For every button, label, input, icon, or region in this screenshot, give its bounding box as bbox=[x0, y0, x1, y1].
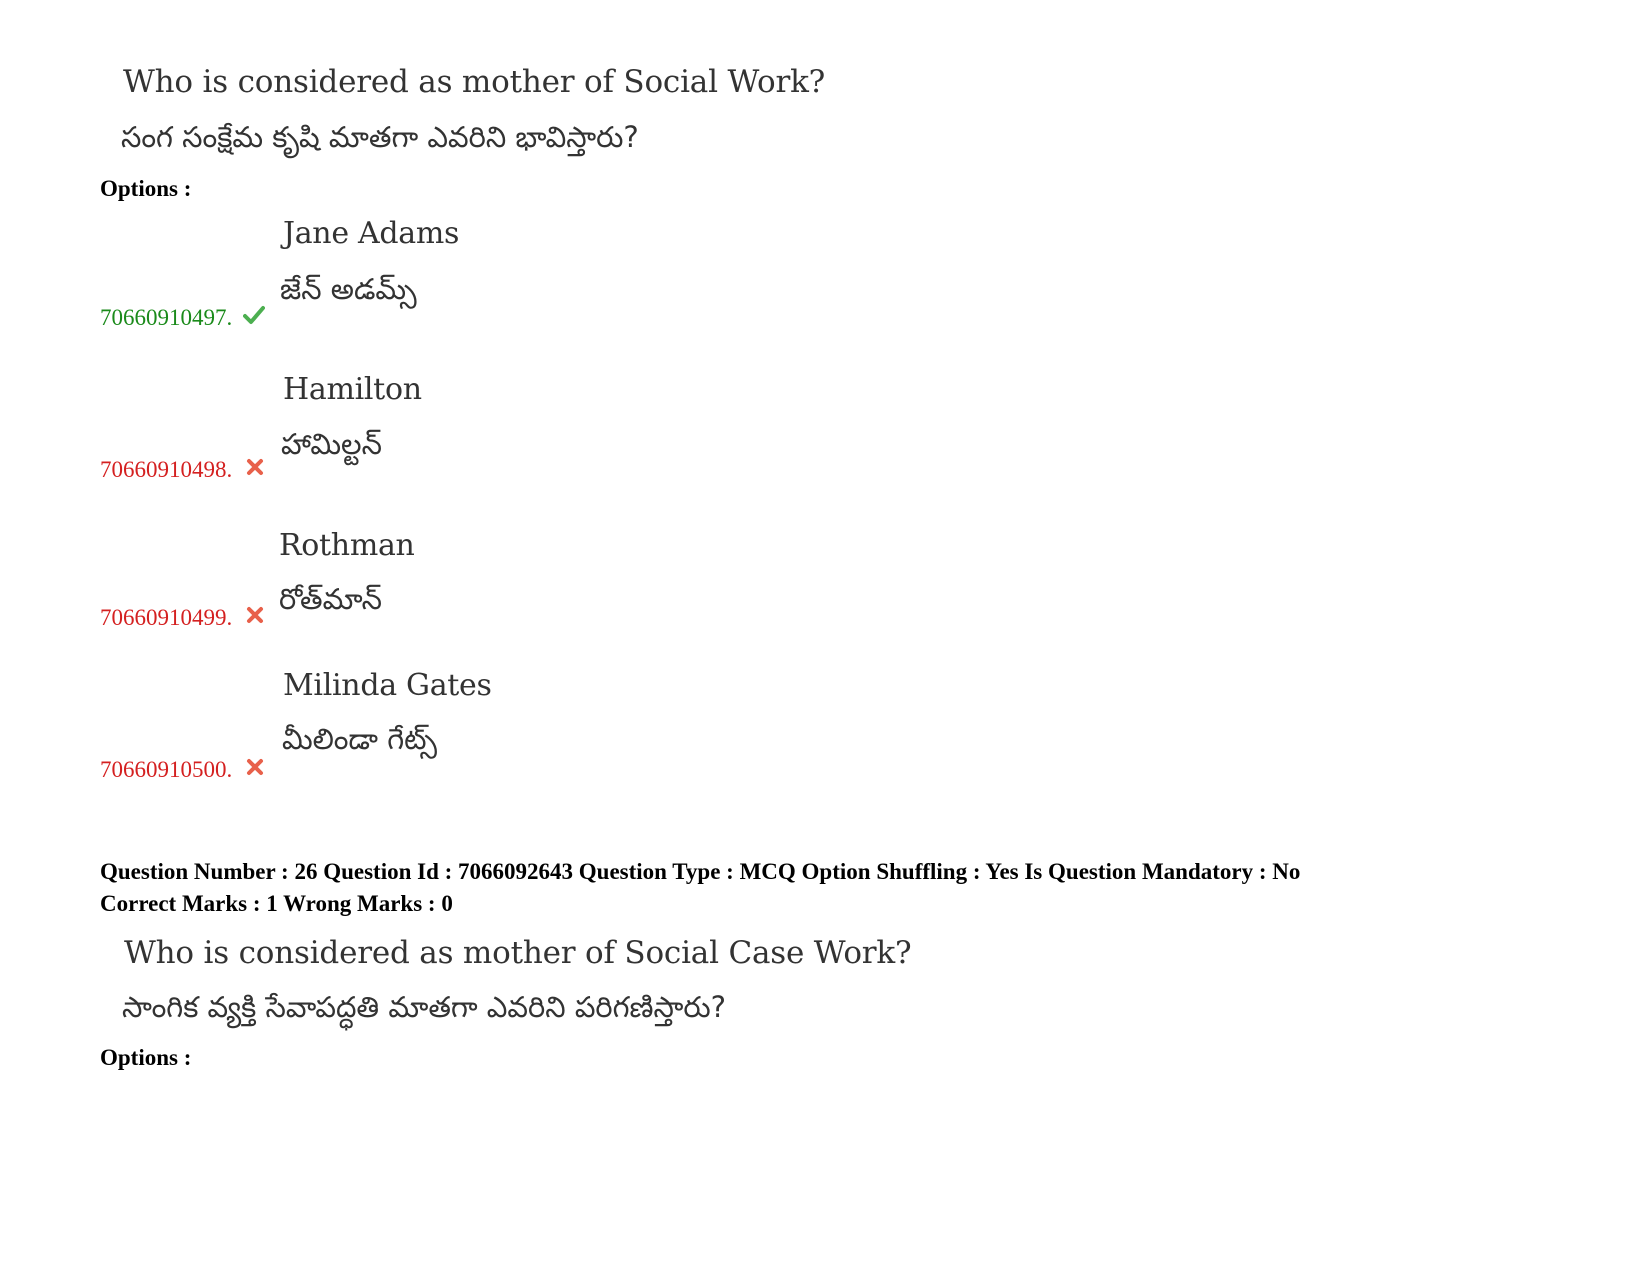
cross-icon bbox=[244, 756, 266, 778]
option-text-en: Hamilton bbox=[283, 372, 422, 407]
option-text-en: Rothman bbox=[279, 528, 415, 563]
option-text-te: రోత్‌మాన్ bbox=[279, 582, 382, 616]
option-id: 70660910498. bbox=[100, 457, 233, 482]
check-icon bbox=[243, 304, 265, 326]
option-id: 70660910497. bbox=[100, 305, 233, 330]
option-text-te: హామిల్టన్ bbox=[281, 427, 382, 461]
question-text-en: Who is considered as mother of Social Case Work? bbox=[124, 935, 912, 971]
cross-icon bbox=[244, 456, 266, 478]
question-meta: Question Number : 26 Question Id : 7066092643 Question Type : MCQ Option Shuffling : Yes Is Question Mandatory : No bbox=[100, 859, 1301, 884]
question-text-en: Who is considered as mother of Social Work? bbox=[123, 64, 826, 100]
option-id: 70660910499. bbox=[100, 605, 233, 630]
options-label: Options : bbox=[100, 176, 192, 201]
option-id: 70660910500. bbox=[100, 757, 233, 782]
question-text-te: సాంగిక వ్యక్తి సేవాపద్ధతి మాతగా ఎవరిని పరిగణిస్తారు? bbox=[122, 990, 727, 1024]
cross-icon bbox=[244, 604, 266, 626]
option-text-te: మీలిండా గేట్స్ bbox=[282, 722, 438, 756]
option-text-en: Jane Adams bbox=[283, 216, 460, 251]
option-text-en: Milinda Gates bbox=[283, 668, 492, 703]
options-label: Options : bbox=[100, 1045, 192, 1070]
question-marks: Correct Marks : 1 Wrong Marks : 0 bbox=[100, 891, 453, 916]
option-text-te: జేన్ అడమ్స్ bbox=[280, 272, 417, 306]
question-text-te: సంగ సంక్షేమ కృషి మాతగా ఎవరిని భావిస్తారు? bbox=[121, 120, 639, 154]
